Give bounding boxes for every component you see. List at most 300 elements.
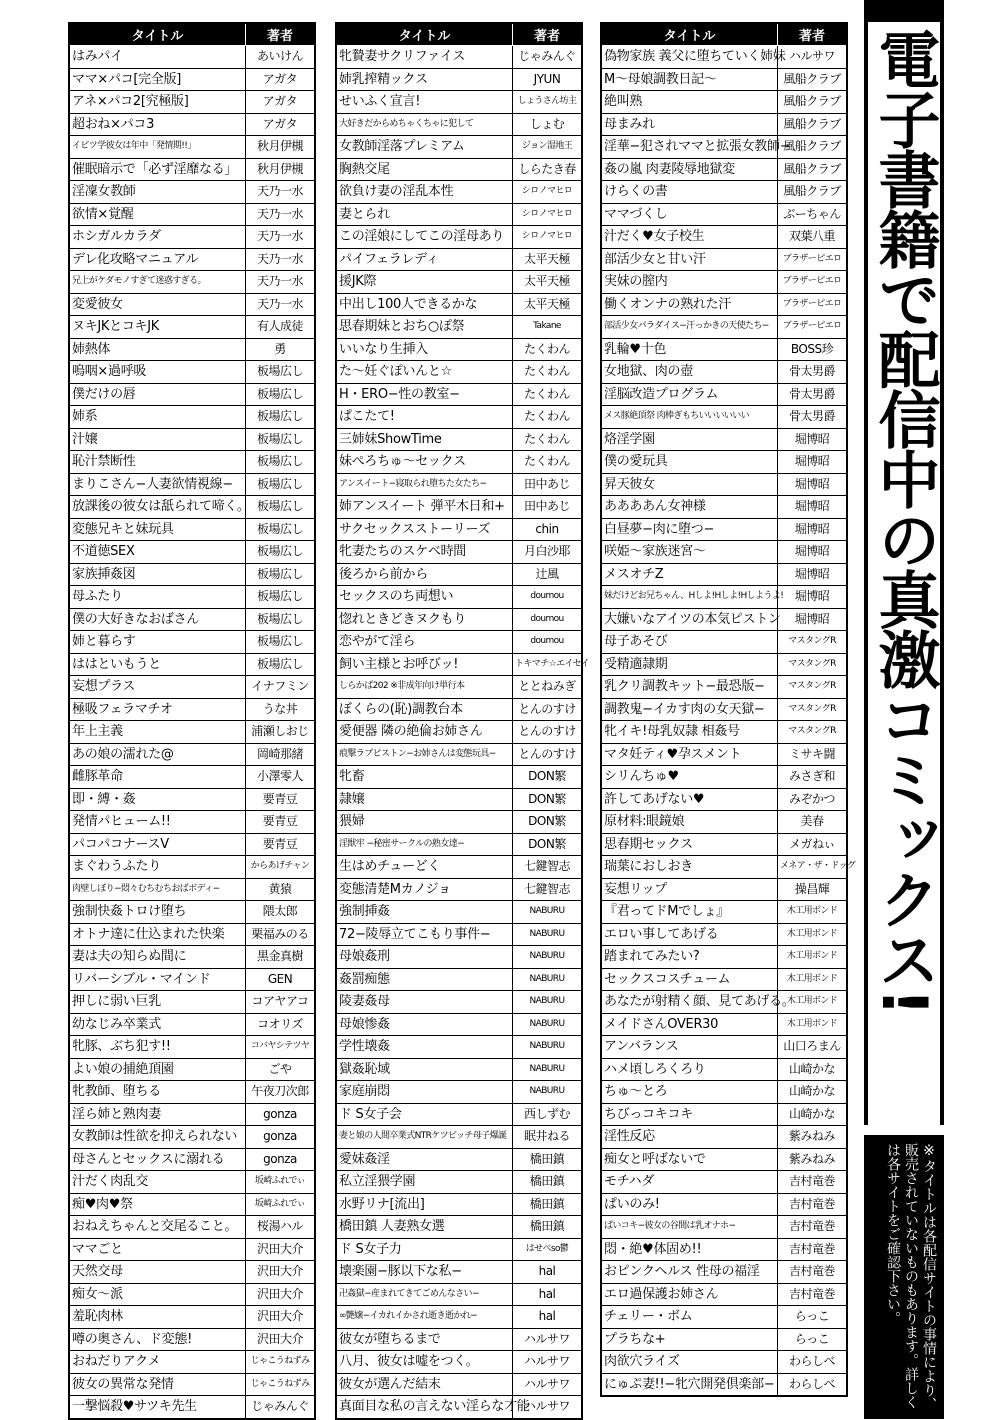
book-title: 姦罰痴態 [336,968,513,991]
book-author: 堀博昭 [778,496,848,519]
book-author: 板場広し [246,653,316,676]
book-author: 沢田大介 [246,1328,316,1351]
book-title: ∞艶嬢−イカれイかされ逝き逝かれ− [336,1306,513,1329]
distribution-note-box [864,1135,944,1419]
table-row [336,653,582,676]
book-title: ちびっコキコキ [601,1103,778,1126]
book-title: 絶叫熟 [601,91,778,114]
book-title: 真面目な私の言えない淫らな才能 [336,1396,513,1419]
book-title: 偽物家族 義父に堕ちていく姉妹 [601,46,778,69]
title-list-column-1 [68,22,316,1420]
book-author: しらたき春 [513,158,583,181]
book-author: 板場広し [246,406,316,429]
book-title: 妄想リップ [601,878,778,901]
book-title: リバーシブル・マインド [69,968,246,991]
book-author: ごや [246,1058,316,1081]
book-title: 私立淫猥学園 [336,1171,513,1194]
book-title: 姉アンスイート 弾平木日和+ [336,496,513,519]
table-row [336,1351,582,1374]
book-title: 実妹の膣内 [601,271,778,294]
book-author: 吉村竜巻 [778,1216,848,1239]
table-row [601,203,847,226]
book-title: 痴女〜派 [69,1283,246,1306]
book-title: 隷嬢 [336,788,513,811]
book-author: 板場広し [246,496,316,519]
book-title: 悶・絶♥体固め!! [601,1238,778,1261]
book-title: 八月、彼女は嘘をつく。 [336,1351,513,1374]
book-author: 西しずむ [513,1103,583,1126]
book-title: 痴女と呼ばないで [601,1148,778,1171]
book-author: あいけん [246,46,316,69]
book-title: おピンクヘルス 性母の福淫 [601,1261,778,1284]
table-row [601,181,847,204]
table-row [69,586,315,609]
book-author: じゃこうねずみ [246,1373,316,1396]
author-header: 著者 [513,23,583,46]
table-row [336,541,582,564]
book-author: 橋田鎮 [513,1171,583,1194]
book-author: イナフミン [246,676,316,699]
book-author: ぶーちゃん [778,203,848,226]
table-row [336,383,582,406]
table-row [336,1126,582,1149]
book-title: 牝イキ!母乳奴隷 相姦号 [601,721,778,744]
table-row [69,271,315,294]
table-row [336,833,582,856]
table-header [336,23,582,46]
table-row [601,1193,847,1216]
book-title: 牝贄妻サクリファイス [336,46,513,69]
book-author: じゃみんぐ [513,46,583,69]
book-title: はみパイ [69,46,246,69]
book-title: 受精適隷期 [601,653,778,676]
table-row [601,743,847,766]
book-title: 牝教師、堕ちる [69,1081,246,1104]
book-title: ぱいコキ−彼女の谷間は乳オナホ− [601,1216,778,1239]
book-title: 原材料:眼鏡娘 [601,811,778,834]
table-row [69,496,315,519]
book-title: エロ過保護お姉さん [601,1283,778,1306]
table-row [336,1036,582,1059]
book-author: hal [513,1261,583,1284]
book-title: 母ふたり [69,586,246,609]
book-title: マタ妊ティ♥孕スメント [601,743,778,766]
book-title: 彼女が選んだ結末 [336,1373,513,1396]
book-title: 強制挿姦 [336,901,513,924]
table-row [336,203,582,226]
book-author: アガタ [246,113,316,136]
book-title: プラちな+ [601,1328,778,1351]
book-author: 月白沙耶 [513,541,583,564]
table-row [336,923,582,946]
book-title: 胸熱交尾 [336,158,513,181]
book-author: 桜湯ハル [246,1216,316,1239]
book-title: 彼女が堕ちるまで [336,1328,513,1351]
book-author: 板場広し [246,586,316,609]
book-title: ははといもうと [69,653,246,676]
book-author: 風船クラブ [778,158,848,181]
book-title: 愛妹姦淫 [336,1148,513,1171]
table-row [601,1238,847,1261]
table-row [69,248,315,271]
table-row [69,968,315,991]
book-title: デレ化攻略マニュアル [69,248,246,271]
book-title: メス豚絶頂祭 肉棒ぎもちいいいいいい [601,406,778,429]
table-row [69,1103,315,1126]
book-author: 堀博昭 [778,586,848,609]
book-title: 卍姦獄−産まれてきてごめんなさい− [336,1283,513,1306]
book-author: gonza [246,1103,316,1126]
book-author: 坂崎ふれでぃ [246,1193,316,1216]
book-title: 乳輪♥十色 [601,338,778,361]
book-author: 堀博昭 [778,563,848,586]
book-title: 橋田鎮 人妻熟女選 [336,1216,513,1239]
book-title: M〜母娘調教日記〜 [601,68,778,91]
book-author: マスタングR [778,676,848,699]
table-header [69,23,315,46]
book-author: 七鍵智志 [513,856,583,879]
book-author: うな丼 [246,698,316,721]
table-row [336,518,582,541]
table-row [601,788,847,811]
table-row [69,856,315,879]
table-row [601,68,847,91]
book-author: ジョン湿地王 [513,136,583,159]
table-row [336,586,582,609]
book-author: ブラザーピエロ [778,248,848,271]
book-author: NABURU [513,1081,583,1104]
book-author: メネア・ザ・ドッグ [778,856,848,879]
table-row [336,226,582,249]
table-row [336,698,582,721]
book-title: 姉熱体 [69,338,246,361]
book-title: 大好きだからめちゃくちゃに犯して [336,113,513,136]
book-author: 骨太男爵 [778,383,848,406]
table-row [601,428,847,451]
table-row [336,1216,582,1239]
book-title: まりこさん−人妻欲情視線− [69,473,246,496]
book-author: 天乃一水 [246,248,316,271]
book-title: 母さんとセックスに溺れる [69,1148,246,1171]
book-title: 恥汁禁断性 [69,451,246,474]
book-title: 噂の奥さん、ド変態! [69,1328,246,1351]
book-author: hal [513,1283,583,1306]
book-title: 淫獣牢 −秘密サークルの熟女達− [336,833,513,856]
table-row [336,181,582,204]
book-title: 女地獄、肉の壺 [601,361,778,384]
book-author: Takane [513,316,583,339]
table-row [601,833,847,856]
book-author: GEN [246,968,316,991]
book-author: 美春 [778,811,848,834]
book-author: 堀博昭 [778,608,848,631]
book-title: 援JK際 [336,271,513,294]
table-row [336,766,582,789]
book-author: 板場広し [246,383,316,406]
table-row [69,811,315,834]
book-author: 沢田大介 [246,1238,316,1261]
table-row [601,563,847,586]
book-author: JYUN [513,68,583,91]
book-author: 板場広し [246,608,316,631]
book-author: 太平天極 [513,271,583,294]
table-row [601,136,847,159]
table-row [336,1328,582,1351]
book-author: DON繁 [513,766,583,789]
table-row [601,1148,847,1171]
book-title: よい娘の捕絶頂園 [69,1058,246,1081]
book-title: おねえちゃんと交尾ること。 [69,1216,246,1239]
table-row [69,1328,315,1351]
book-title: ホシガルカラダ [69,226,246,249]
book-author: たくわん [513,451,583,474]
table-row [601,473,847,496]
book-title: オトナ達に仕込まれた快楽 [69,923,246,946]
table-row [69,631,315,654]
table-row [336,1396,582,1419]
table-row [69,833,315,856]
author-header: 著者 [778,23,848,46]
book-author: マスタングR [778,631,848,654]
table-row [69,383,315,406]
book-author: 吉村竜巻 [778,1171,848,1194]
book-title: ママごと [69,1238,246,1261]
book-author: じゃこうねずみ [246,1351,316,1374]
table-row [601,293,847,316]
table-row [69,68,315,91]
book-author: 天乃一水 [246,271,316,294]
book-title: 飼い主様とお呼びッ! [336,653,513,676]
book-author: とんのすけ [513,698,583,721]
table-row [601,361,847,384]
book-title: いいなり生挿入 [336,338,513,361]
table-row [336,1238,582,1261]
book-author: 天乃一水 [246,181,316,204]
book-title: 妻と娘の人間卒業式NTRケツビッチ母子爆誕 [336,1126,513,1149]
book-title: 極吸フェラマチオ [69,698,246,721]
book-author: 紫みねみ [778,1126,848,1149]
book-title: おねだりアクメ [69,1351,246,1374]
book-author: doumou [513,608,583,631]
table-row [601,901,847,924]
book-author: シロノマヒロ [513,181,583,204]
book-title: ちゅ〜とろ [601,1081,778,1104]
book-author: 風船クラブ [778,136,848,159]
book-title: 妻は夫の知らぬ間に [69,946,246,969]
book-title: 雌豚革命 [69,766,246,789]
book-title: 発情パヒューム!! [69,811,246,834]
book-author: 黒金真樹 [246,946,316,969]
book-title: 猥婦 [336,811,513,834]
table-row [69,1058,315,1081]
book-title: 妻とられ [336,203,513,226]
book-author: みぞかつ [778,788,848,811]
table-row [601,698,847,721]
book-author: 要青豆 [246,788,316,811]
book-author: メガねぃ [778,833,848,856]
book-title: アンバランス [601,1036,778,1059]
book-author: 操昌輝 [778,878,848,901]
book-author: 木工用ボンド [778,923,848,946]
book-title: 母子あそび [601,631,778,654]
book-author: 太平天極 [513,293,583,316]
book-title: にゅぷ妻!!−牝穴開発倶楽部− [601,1373,778,1396]
book-title: 妹ぺろちゅ〜セックス [336,451,513,474]
table-row [336,563,582,586]
table-row [69,1396,315,1419]
book-title: 汁だく♥女子校生 [601,226,778,249]
table-row [336,91,582,114]
book-title: ぱこたて! [336,406,513,429]
book-title: 変愛彼女 [69,293,246,316]
book-title: 恋やがて淫ら [336,631,513,654]
book-author: からあげチャン [246,856,316,879]
table-row [69,473,315,496]
book-author: 小澤零人 [246,766,316,789]
book-author: 岡崎那緒 [246,743,316,766]
book-author: NABURU [513,923,583,946]
book-title: 幼なじみ卒業式 [69,1013,246,1036]
book-title: 天然交母 [69,1261,246,1284]
book-author: みさぎ和 [778,766,848,789]
book-title: ママづくし [601,203,778,226]
book-title: ド S女子力 [336,1238,513,1261]
book-author: DON繁 [513,833,583,856]
book-title: 瑞葉におしおき [601,856,778,879]
book-title: 踏まれてみたい? [601,946,778,969]
book-author: NABURU [513,901,583,924]
book-title: 強制快姦トロけ堕ち [69,901,246,924]
book-title: 家族挿姦図 [69,563,246,586]
table-row [69,113,315,136]
table-row [69,541,315,564]
table-row [601,406,847,429]
book-author: 木工用ボンド [778,968,848,991]
book-author: マスタングR [778,721,848,744]
book-author: 木工用ボンド [778,1013,848,1036]
title-list-column-3 [600,22,856,1397]
table-row [336,68,582,91]
table-row [336,743,582,766]
table-row [601,923,847,946]
book-author: 山崎かな [778,1081,848,1104]
table-row [336,473,582,496]
book-author: らっこ [778,1306,848,1329]
book-author: 橋田鎮 [513,1148,583,1171]
title-table [68,22,316,1420]
book-author: ハルサワ [513,1373,583,1396]
book-title: メスオチZ [601,563,778,586]
banner-headline: 電子書籍で配信中の真激コミックス! [868,28,941,1015]
book-author: 田中あじ [513,473,583,496]
table-row [601,968,847,991]
table-row [336,113,582,136]
book-title: 咲姫〜家族迷宮〜 [601,541,778,564]
table-row [601,113,847,136]
book-author: 七鍵智志 [513,878,583,901]
table-row [69,1261,315,1284]
book-author: マスタングR [778,698,848,721]
table-row [601,46,847,69]
book-title: 淫華−犯されママと拡張女教師− [601,136,778,159]
table-row [336,1283,582,1306]
book-author: 要青豆 [246,833,316,856]
table-row [336,1081,582,1104]
table-row [69,1283,315,1306]
table-row [336,158,582,181]
book-author: マスタングR [778,653,848,676]
table-row [601,946,847,969]
book-author: トキマチ☆エイセイ [513,653,583,676]
book-title: 72−陵辱立てこもり事件− [336,923,513,946]
book-author: 堀博昭 [778,451,848,474]
book-author: 田中あじ [513,496,583,519]
book-author: chin [513,518,583,541]
table-row [69,676,315,699]
book-title: 愛便器 隣の絶倫お姉さん [336,721,513,744]
book-title: 痴♥肉♥祭 [69,1193,246,1216]
book-title: 思春期セックス [601,833,778,856]
table-row [336,1193,582,1216]
book-title: 三姉妹ShowTime [336,428,513,451]
book-author: アガタ [246,91,316,114]
book-title: ぼくらの(恥)調教台本 [336,698,513,721]
table-row [336,968,582,991]
book-title: 痕撃ラブピストン−お姉さんは変態玩具− [336,743,513,766]
table-row [69,136,315,159]
book-title: 牝妻たちのスケベ時間 [336,541,513,564]
table-row [69,743,315,766]
table-row [69,338,315,361]
book-author: 橋田鎮 [513,1193,583,1216]
table-row [336,788,582,811]
table-row [601,676,847,699]
book-author: 堀博昭 [778,541,848,564]
table-row [336,901,582,924]
book-author: 天乃一水 [246,226,316,249]
book-author: 紫みねみ [778,1148,848,1171]
book-title: 淫脳改造プログラム [601,383,778,406]
book-author: コアヤアコ [246,991,316,1014]
table-row [601,766,847,789]
book-author: ハルサワ [778,46,848,69]
book-title: パコパコナースV [69,833,246,856]
book-author: たくわん [513,338,583,361]
book-author: ハルサワ [513,1396,583,1419]
table-header [601,23,847,46]
book-author: NABURU [513,968,583,991]
book-title: た〜妊ぐぽいんと☆ [336,361,513,384]
book-title: 肉壁しぼり−悶々むちむちおばボディ− [69,878,246,901]
vertical-banner [864,0,944,1125]
table-row [69,1216,315,1239]
book-author: NABURU [513,946,583,969]
book-author: 板場広し [246,428,316,451]
table-row [69,158,315,181]
book-title: 肉欲穴ライズ [601,1351,778,1374]
book-author: わらしべ [778,1373,848,1396]
table-row [601,248,847,271]
book-author: doumou [513,631,583,654]
table-row [601,1351,847,1374]
table-row [601,811,847,834]
title-header: タイトル [601,23,778,46]
book-title: 放課後の彼女は舐られて啼く。 [69,496,246,519]
table-row [69,698,315,721]
table-row [601,1171,847,1194]
book-title: 女教師は性欲を抑えられない [69,1126,246,1149]
distribution-note: ※タイトルは各配信サイトの事情により、販売されていないものもあります。詳しくは各サイトをご確認下さい。 [885,1143,937,1411]
